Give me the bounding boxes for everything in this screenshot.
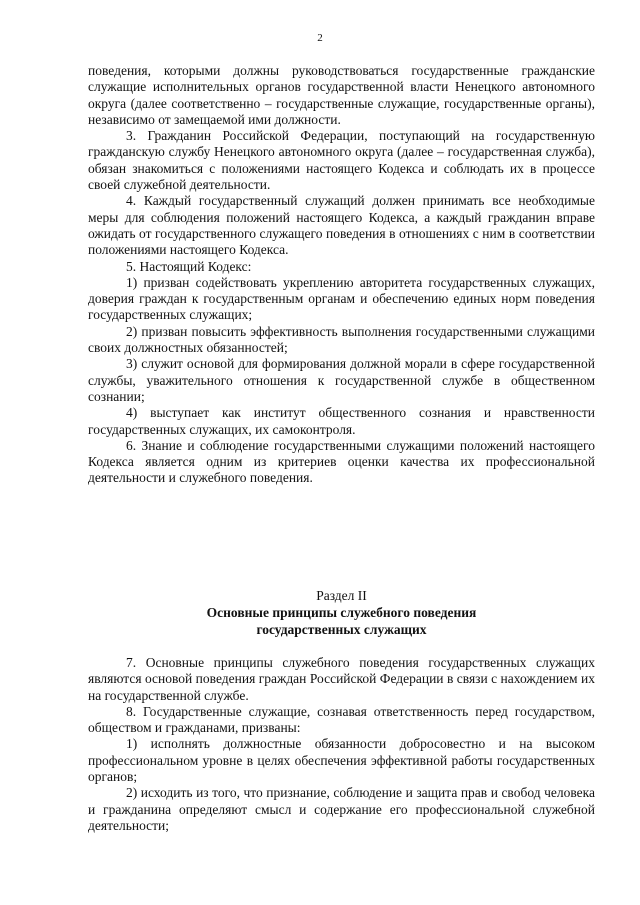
paragraph-8: 8. Государственные служащие, сознавая ответственность перед государством, обществом и гражданами, призваны:	[88, 703, 595, 736]
section-title-line-1: Основные принципы служебного поведения	[206, 605, 477, 620]
section-title	[88, 605, 595, 638]
text-block-top	[88, 63, 595, 487]
text-block-bottom	[88, 655, 595, 834]
paragraph-continuation: поведения, которыми должны руководствоваться государственные гражданские служащие исполнительных органов государственной власти Ненецкого автономного округа (далее соответственно – государственные служащие, государственные органы), независимо от замещаемой ими должности.	[88, 63, 595, 127]
paragraph-3: 3. Гражданин Российской Федерации, поступающий на государственную гражданскую службу Ненецкого автономного округа (далее – государственная служба), обязан знакомиться с положениями настоящего Кодекса и соблюдать их в процессе своей служебной деятельности.	[88, 128, 595, 193]
page-number: 2	[317, 32, 323, 44]
section-label: Раздел II	[316, 588, 367, 603]
item-5-1: 1) призван содействовать укреплению авторитета государственных служащих, доверия граждан к государственным органам и обеспечению единых норм поведения государственных служащих;	[88, 274, 595, 323]
item-5-3: 3) служит основой для формирования должной морали в сфере государственной службы, уважительного отношения к государственной службе в общественном сознании;	[88, 356, 595, 404]
paragraph-7: 7. Основные принципы служебного поведения государственных служащих являются основой поведения граждан Российской Федерации в связи с нахождением их на государственной службе.	[88, 655, 595, 703]
paragraph-5: 5. Настоящий Кодекс:	[126, 258, 252, 274]
item-5-4: 4) выступает как институт общественного сознания и нравственности государственных служащих, их самоконтроля.	[88, 405, 595, 437]
item-8-1: 1) исполнять должностные обязанности добросовестно и на высоком профессиональном уровне в целях обеспечения эффективной работы государственных органов;	[88, 736, 595, 785]
paragraph-6: 6. Знание и соблюдение государственными служащими положений настоящего Кодекса является одним из критериев оценки качества их профессиональной деятельности и служебного поведения.	[88, 437, 595, 486]
item-5-2: 2) призван повысить эффективность выполнения государственными служащими своих должностных обязанностей;	[88, 323, 595, 356]
paragraph-4: 4. Каждый государственный служащий должен принимать все необходимые меры для соблюдения положений настоящего Кодекса, а каждый гражданин вправе ожидать от государственного служащего поведения в отношениях с ним в соответствии положениями настоящего Кодекса.	[88, 193, 595, 258]
section-title-line-2: государственных служащих	[256, 621, 427, 637]
item-8-2: 2) исходить из того, что признание, соблюдение и защита прав и свобод человека и гражданина определяют смысл и содержание его профессиональной служебной деятельности;	[88, 785, 595, 833]
